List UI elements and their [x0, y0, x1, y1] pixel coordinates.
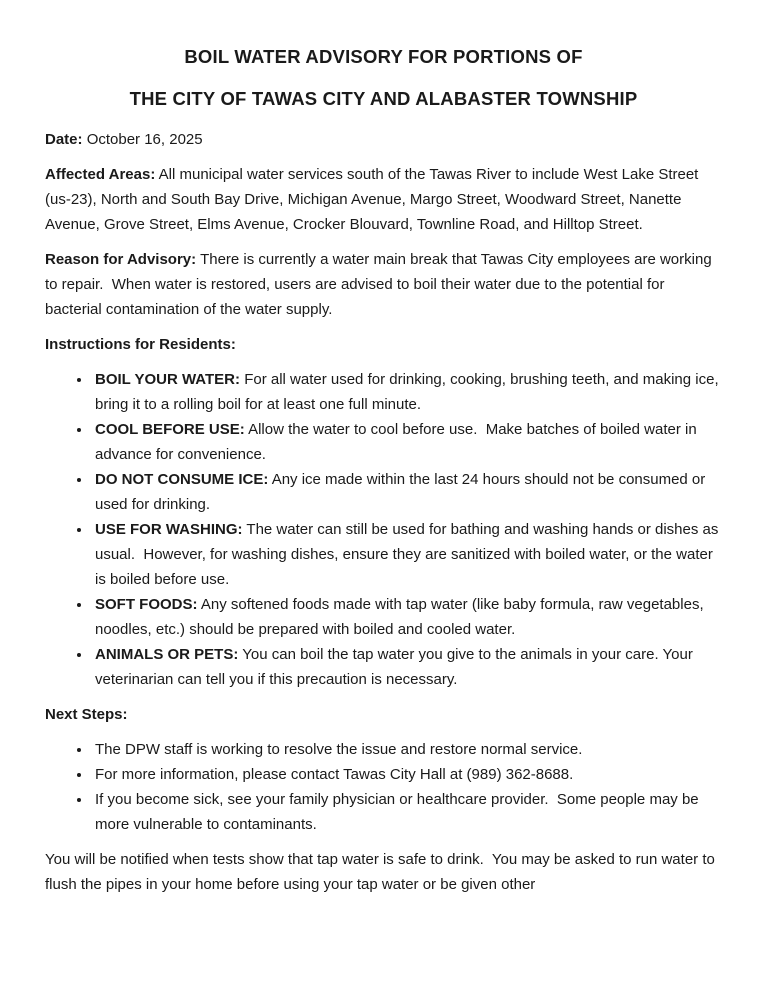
reason-text: There is currently a water main break that Tawas City employees are working to repair. When water is restored, users are advised to boil their water due to the potential for bacterial contamination of the water supply.: [45, 251, 716, 318]
instruction-item-boil: [92, 367, 722, 417]
instruction-text: You can boil the tap water you give to the animals in your care. Your veterinarian can tell you if this precaution is necessary.: [95, 646, 697, 688]
reason-label: Reason for Advisory:: [45, 251, 197, 268]
date-label: Date:: [45, 131, 83, 148]
instruction-label: SOFT FOODS:: [95, 596, 198, 613]
instruction-text: Any ice made within the last 24 hours should not be consumed or used for drinking.: [95, 471, 710, 513]
date-line: [45, 127, 722, 152]
instruction-text: The water can still be used for bathing and washing hands or dishes as usual. However, for washing dishes, ensure they are sanitized with boiled water, or the water is boiled before use.: [95, 521, 723, 588]
affected-areas-paragraph: [45, 162, 722, 237]
document-title-line-1: BOIL WATER ADVISORY FOR PORTIONS OF: [184, 46, 583, 67]
instructions-list: [45, 367, 722, 692]
instruction-label: BOIL YOUR WATER:: [95, 371, 241, 388]
instruction-item-cool: [92, 417, 722, 467]
date-value: October 16, 2025: [86, 131, 203, 148]
instruction-label: ANIMALS OR PETS:: [95, 646, 239, 663]
next-steps-list: [45, 737, 722, 837]
instruction-item-ice: [92, 467, 722, 517]
instruction-item-animals: [92, 642, 722, 692]
document-title-line-2: THE CITY OF TAWAS CITY AND ALABASTER TOWNSHIP: [129, 88, 638, 109]
affected-areas-label: Affected Areas:: [45, 166, 156, 183]
instructions-heading: Instructions for Residents:: [45, 336, 236, 353]
next-step-item-contact: • For more information, please contact Tawas City Hall at (989) 362-8688.: [92, 762, 722, 787]
next-step-item-dpw: • The DPW staff is working to resolve the issue and restore normal service.: [92, 737, 722, 762]
next-step-item-sick: • If you become sick, see your family physician or healthcare provider. Some people may be more vulnerable to contaminants.: [92, 787, 722, 837]
instruction-text: Any softened foods made with tap water (like baby formula, raw vegetables, noodles, etc.) should be prepared with boiled and cooled water.: [95, 596, 708, 638]
instruction-item-washing: [92, 517, 722, 592]
instruction-text: Allow the water to cool before use. Make batches of boiled water in advance for convenience.: [95, 421, 701, 463]
reason-paragraph: [45, 247, 722, 322]
instruction-item-soft-foods: [92, 592, 722, 642]
next-steps-heading: Next Steps:: [45, 706, 128, 723]
closing-paragraph: You will be notified when tests show that tap water is safe to drink. You may be asked to run water to flush the pipes in your home before using your tap water or be given other: [45, 851, 720, 893]
instruction-label: COOL BEFORE USE:: [95, 421, 245, 438]
instruction-label: USE FOR WASHING:: [95, 521, 243, 538]
instruction-label: DO NOT CONSUME ICE:: [95, 471, 269, 488]
affected-areas-text: All municipal water services south of the Tawas River to include West Lake Street (us-23), North and South Bay Drive, Michigan Avenue, Margo Street, Woodward Street, Nanette Avenue, Grove Street, Elms Avenue, Crocker Blouvard, Townline Road, and Hilltop Street.: [45, 166, 703, 233]
instruction-text: For all water used for drinking, cooking, brushing teeth, and making ice, bring it to a rolling boil for at least one full minute.: [95, 371, 723, 413]
